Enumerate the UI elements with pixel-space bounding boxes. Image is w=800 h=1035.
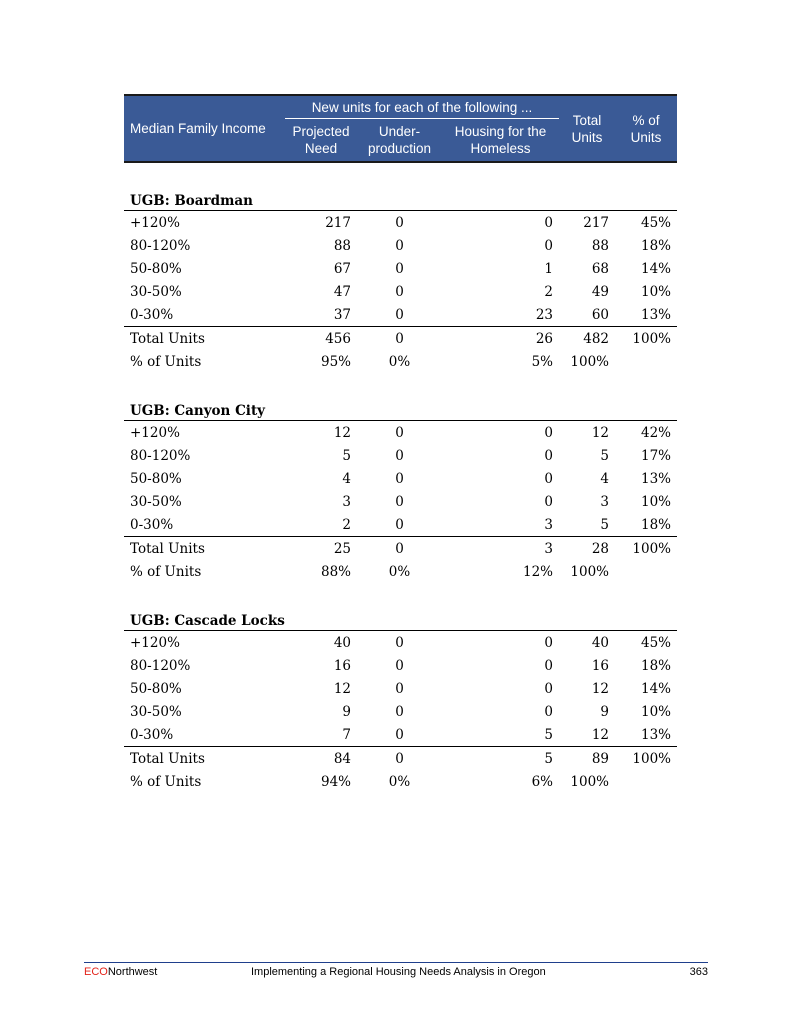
total-units-cell: 12 — [559, 723, 615, 747]
total-homeless: 3 — [544, 540, 554, 557]
total-row — [124, 747, 677, 771]
table-row — [124, 303, 677, 327]
pct-units-cell: 45% — [641, 214, 672, 231]
homeless-cell: 0 — [544, 214, 554, 231]
total-total-units: 28 — [591, 540, 610, 557]
income-band-label: 0-30% — [124, 303, 285, 327]
housing-needs-table-container — [124, 94, 677, 793]
income-band-label: 80-120% — [130, 447, 191, 464]
table-row — [124, 257, 677, 280]
homeless-cell: 2 — [544, 283, 554, 300]
pct-units-cell: 10% — [641, 283, 672, 300]
table-header — [124, 95, 677, 162]
homeless-cell: 0 — [544, 657, 554, 674]
homeless-cell: 0 — [544, 493, 554, 510]
homeless-cell: 0 — [544, 447, 554, 464]
share-total-units: 100% — [570, 773, 610, 790]
footer-brand-prefix: ECO — [84, 966, 108, 978]
table-row — [124, 467, 677, 490]
total-units-cell: 40 — [591, 634, 610, 651]
income-band-label: 50-80% — [130, 680, 182, 697]
share-homeless: 12% — [523, 563, 554, 580]
income-band-label: 50-80% — [130, 260, 182, 277]
header-total-units: Total Units — [559, 95, 615, 162]
pct-units-cell: 18% — [641, 237, 672, 254]
projected-need-cell: 47 — [333, 283, 351, 300]
total-units-cell: 9 — [600, 703, 610, 720]
underproduction-cell: 0 — [395, 470, 404, 487]
projected-need-cell: 37 — [285, 303, 357, 327]
underproduction-cell: 0 — [395, 634, 404, 651]
pct-units-cell: 42% — [641, 424, 672, 441]
share-label: % of Units — [130, 773, 202, 790]
share-projected-need: 95% — [320, 353, 351, 370]
total-units-cell: 16 — [591, 657, 610, 674]
header-underproduction: Under-production — [357, 119, 442, 163]
share-label: % of Units — [130, 563, 202, 580]
homeless-cell: 0 — [544, 237, 554, 254]
pct-units-cell: 18% — [615, 513, 677, 537]
underproduction-cell: 0 — [395, 214, 404, 231]
pct-units-cell: 13% — [615, 303, 677, 327]
projected-need-cell: 217 — [325, 214, 351, 231]
total-units-cell: 60 — [559, 303, 615, 327]
pct-units-cell: 45% — [641, 634, 672, 651]
total-total-units: 89 — [591, 750, 610, 767]
projected-need-cell: 12 — [333, 424, 351, 441]
share-empty — [615, 350, 677, 373]
section-title: UGB: Cascade Locks — [124, 605, 677, 631]
income-band-label: 80-120% — [130, 657, 191, 674]
homeless-cell: 3 — [442, 513, 559, 537]
projected-need-cell: 4 — [342, 470, 351, 487]
homeless-cell: 0 — [544, 680, 554, 697]
income-band-label: 30-50% — [130, 703, 182, 720]
header-housing-homeless: Housing for the Homeless — [442, 119, 559, 163]
total-units-cell: 49 — [591, 283, 610, 300]
projected-need-cell: 3 — [342, 493, 351, 510]
total-label: Total Units — [130, 540, 205, 557]
income-band-label: 0-30% — [124, 723, 285, 747]
underproduction-cell: 0 — [395, 237, 404, 254]
projected-need-cell: 2 — [285, 513, 357, 537]
underproduction-cell: 0 — [395, 680, 404, 697]
total-units-cell: 217 — [583, 214, 610, 231]
share-underproduction: 0% — [388, 563, 411, 580]
projected-need-cell: 5 — [342, 447, 351, 464]
total-units-cell: 68 — [591, 260, 610, 277]
total-units-cell: 3 — [600, 493, 610, 510]
share-homeless: 5% — [531, 353, 554, 370]
share-empty — [615, 770, 677, 793]
income-band-label: 50-80% — [130, 470, 182, 487]
underproduction-cell: 0 — [357, 723, 442, 747]
total-underproduction: 0 — [395, 750, 404, 767]
total-row — [124, 327, 677, 351]
share-empty — [615, 560, 677, 583]
table-row — [124, 490, 677, 513]
total-units-cell: 12 — [591, 680, 610, 697]
income-band-label: +120% — [130, 424, 180, 441]
table-row — [124, 421, 677, 445]
share-total-units: 100% — [570, 353, 610, 370]
total-units-cell: 4 — [600, 470, 610, 487]
projected-need-cell: 40 — [333, 634, 351, 651]
housing-needs-table — [124, 94, 677, 793]
homeless-cell: 0 — [544, 634, 554, 651]
income-band-label: 30-50% — [130, 493, 182, 510]
header-projected-need: Projected Need — [285, 119, 357, 163]
projected-need-cell: 67 — [333, 260, 351, 277]
table-row — [124, 654, 677, 677]
share-projected-need: 94% — [320, 773, 351, 790]
section-spacer — [124, 583, 677, 605]
total-underproduction: 0 — [395, 540, 404, 557]
underproduction-cell: 0 — [395, 424, 404, 441]
share-row — [124, 350, 677, 373]
table-row — [124, 513, 677, 537]
table-row — [124, 444, 677, 467]
table-row — [124, 211, 677, 235]
spacer-cell — [124, 162, 677, 185]
income-band-label: 80-120% — [130, 237, 191, 254]
total-projected-need: 456 — [325, 330, 351, 347]
total-homeless: 5 — [544, 750, 554, 767]
total-units-cell: 88 — [591, 237, 610, 254]
underproduction-cell: 0 — [395, 447, 404, 464]
pct-units-cell: 10% — [641, 493, 672, 510]
footer-brand-logo — [84, 966, 157, 978]
pct-units-cell: 14% — [641, 260, 672, 277]
share-homeless: 6% — [531, 773, 554, 790]
underproduction-cell: 0 — [395, 657, 404, 674]
underproduction-cell: 0 — [395, 283, 404, 300]
table-row — [124, 631, 677, 655]
footer-brand-suffix: Northwest — [107, 966, 158, 978]
pct-units-cell: 10% — [641, 703, 672, 720]
income-band-label: +120% — [130, 634, 180, 651]
total-projected-need: 25 — [333, 540, 351, 557]
section-spacer — [124, 162, 677, 185]
homeless-cell: 0 — [544, 470, 554, 487]
total-units-cell: 5 — [559, 513, 615, 537]
pct-units-cell: 13% — [615, 723, 677, 747]
table-row — [124, 234, 677, 257]
table-body — [124, 162, 677, 793]
total-units-cell: 12 — [591, 424, 610, 441]
homeless-cell: 0 — [544, 703, 554, 720]
total-projected-need: 84 — [333, 750, 351, 767]
table-row — [124, 677, 677, 700]
total-homeless: 26 — [535, 330, 554, 347]
homeless-cell: 23 — [442, 303, 559, 327]
pct-units-cell: 17% — [641, 447, 672, 464]
projected-need-cell: 16 — [333, 657, 351, 674]
homeless-cell: 5 — [442, 723, 559, 747]
pct-units-cell: 14% — [641, 680, 672, 697]
share-row — [124, 770, 677, 793]
total-underproduction: 0 — [395, 330, 404, 347]
section-title-row — [124, 395, 677, 421]
spacer-cell — [124, 583, 677, 605]
underproduction-cell: 0 — [357, 303, 442, 327]
pct-units-cell: 13% — [641, 470, 672, 487]
table-row — [124, 700, 677, 723]
projected-need-cell: 9 — [342, 703, 351, 720]
section-title: UGB: Canyon City — [124, 395, 677, 421]
footer-rule — [84, 962, 708, 963]
underproduction-cell: 0 — [357, 513, 442, 537]
total-row — [124, 537, 677, 561]
header-median-family-income: Median Family Income — [124, 95, 285, 162]
projected-need-cell: 7 — [285, 723, 357, 747]
section-title-row — [124, 605, 677, 631]
income-band-label: 0-30% — [124, 513, 285, 537]
total-pct-units: 100% — [632, 750, 672, 767]
table-row — [124, 723, 677, 747]
header-group-new-units: New units for each of the following ... — [285, 95, 559, 119]
footer-document-title: Implementing a Regional Housing Needs Analysis in Oregon — [251, 966, 546, 978]
total-pct-units: 100% — [632, 330, 672, 347]
income-band-label: 30-50% — [130, 283, 182, 300]
underproduction-cell: 0 — [395, 260, 404, 277]
projected-need-cell: 88 — [333, 237, 351, 254]
share-underproduction: 0% — [388, 353, 411, 370]
section-spacer — [124, 373, 677, 395]
pct-units-cell: 18% — [641, 657, 672, 674]
income-band-label: +120% — [130, 214, 180, 231]
underproduction-cell: 0 — [395, 493, 404, 510]
underproduction-cell: 0 — [395, 703, 404, 720]
total-label: Total Units — [130, 750, 205, 767]
homeless-cell: 1 — [544, 260, 554, 277]
section-title-row — [124, 185, 677, 211]
spacer-cell — [124, 373, 677, 395]
header-pct-units: % of Units — [615, 95, 677, 162]
share-label: % of Units — [130, 353, 202, 370]
total-label: Total Units — [130, 330, 205, 347]
total-total-units: 482 — [583, 330, 610, 347]
share-underproduction: 0% — [388, 773, 411, 790]
projected-need-cell: 12 — [333, 680, 351, 697]
section-title: UGB: Boardman — [124, 185, 677, 211]
share-projected-need: 88% — [320, 563, 351, 580]
share-total-units: 100% — [570, 563, 610, 580]
homeless-cell: 0 — [544, 424, 554, 441]
footer-page-number: 363 — [689, 966, 708, 978]
table-row — [124, 280, 677, 303]
share-row — [124, 560, 677, 583]
total-units-cell: 5 — [600, 447, 610, 464]
total-pct-units: 100% — [632, 540, 672, 557]
